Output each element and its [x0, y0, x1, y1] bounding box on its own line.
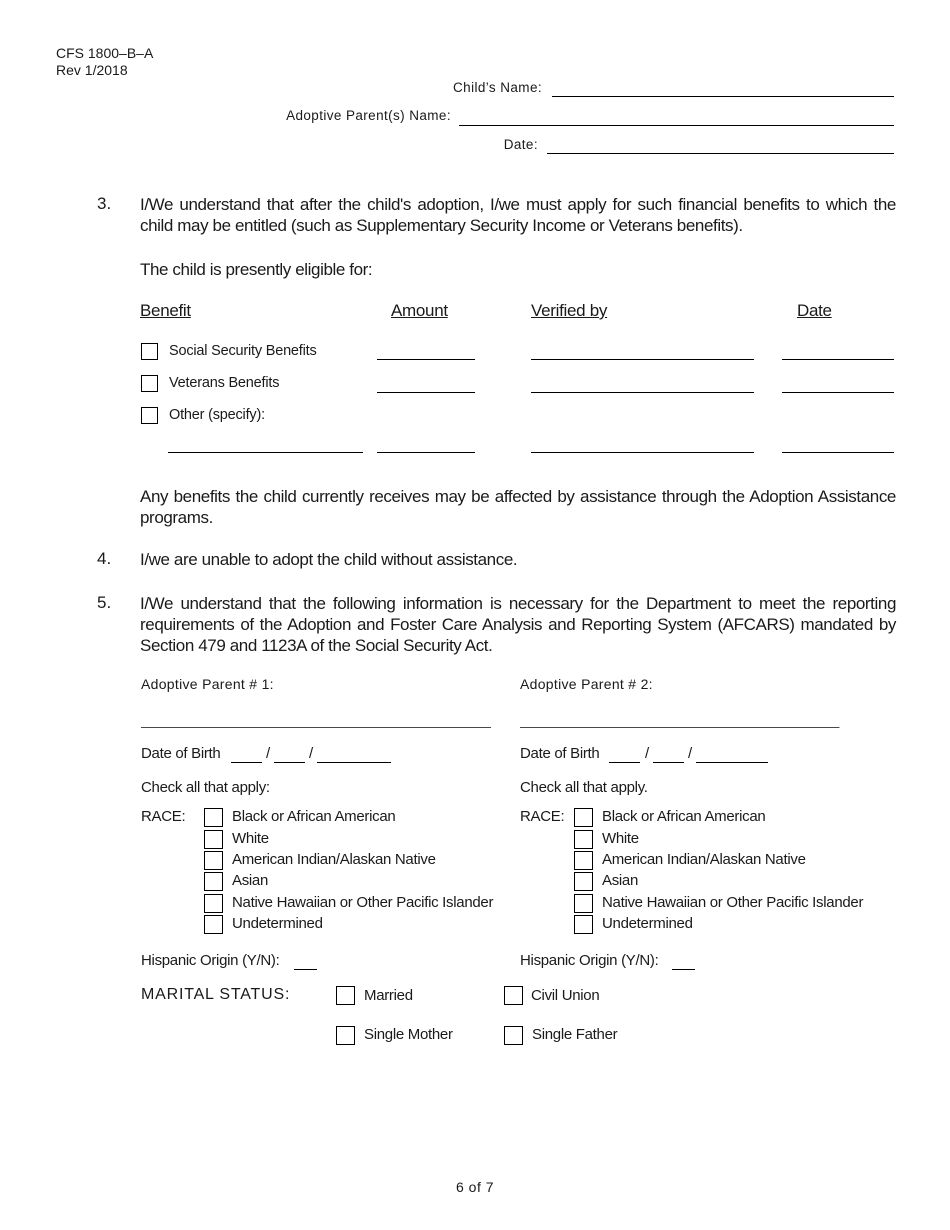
- parent-2-check-label: Check all that apply.: [520, 779, 648, 796]
- column-verified-by: Verified by: [531, 301, 608, 320]
- parent-2-race-asian-checkbox[interactable]: [574, 872, 593, 891]
- parent-1-race-american-indian-checkbox[interactable]: [204, 851, 223, 870]
- other-checkbox[interactable]: [141, 407, 158, 424]
- parent-2-race-black-label: Black or African American: [602, 808, 766, 825]
- form-number: CFS 1800–B–A: [56, 45, 154, 61]
- parent-1-race-undetermined-checkbox[interactable]: [204, 915, 223, 934]
- veterans-date-field[interactable]: [782, 392, 894, 393]
- parent-1-race-black-checkbox[interactable]: [204, 808, 223, 827]
- civil-union-checkbox[interactable]: [504, 986, 523, 1005]
- childs-name-field[interactable]: [552, 96, 894, 97]
- parent-2-race-american-indian-label: American Indian/Alaskan Native: [602, 851, 806, 868]
- eligible-text: The child is presently eligible for:: [140, 260, 373, 279]
- parent-1-race-label: RACE:: [141, 808, 186, 825]
- parent-1-race-undetermined-label: Undetermined: [232, 915, 323, 932]
- veterans-verified-field[interactable]: [531, 392, 754, 393]
- single-father-label: Single Father: [532, 1026, 618, 1043]
- single-mother-checkbox[interactable]: [336, 1026, 355, 1045]
- parent-1-dob-day[interactable]: [274, 762, 305, 763]
- date-field[interactable]: [547, 153, 894, 154]
- veterans-label: Veterans Benefits: [169, 375, 280, 391]
- parent-1-race-black-label: Black or African American: [232, 808, 396, 825]
- parent-2-race-undetermined-label: Undetermined: [602, 915, 693, 932]
- form-revision: Rev 1/2018: [56, 62, 128, 78]
- parent-2-race-american-indian-checkbox[interactable]: [574, 851, 593, 870]
- social-security-label: Social Security Benefits: [169, 343, 317, 359]
- parent-1-dob-sep-2: /: [309, 745, 313, 762]
- social-security-date-field[interactable]: [782, 359, 894, 360]
- parent-2-race-asian-label: Asian: [602, 872, 639, 889]
- parent-1-check-label: Check all that apply:: [141, 779, 270, 796]
- parent-2-race-white-label: White: [602, 830, 639, 847]
- parent-2-dob-label: Date of Birth: [520, 745, 600, 762]
- parent-1-race-hawaiian-checkbox[interactable]: [204, 894, 223, 913]
- married-label: Married: [364, 987, 413, 1004]
- marital-status-label: MARITAL STATUS:: [141, 986, 291, 1003]
- adoptive-parents-name-label: Adoptive Parent(s) Name:: [286, 108, 451, 123]
- date-label: Date:: [503, 137, 538, 152]
- adoptive-parents-name-field[interactable]: [459, 125, 894, 126]
- item-4-text: I/we are unable to adopt the child without assistance.: [140, 550, 518, 569]
- parent-1-race-american-indian-label: American Indian/Alaskan Native: [232, 851, 436, 868]
- parent-1-hispanic-field[interactable]: [294, 969, 317, 970]
- parent-2-race-hawaiian-checkbox[interactable]: [574, 894, 593, 913]
- single-father-checkbox[interactable]: [504, 1026, 523, 1045]
- benefits-note: Any benefits the child currently receives may be affected by assistance through the Adoption Assistance programs.: [140, 487, 896, 527]
- parent-1-race-asian-checkbox[interactable]: [204, 872, 223, 891]
- parent-2-title: Adoptive Parent # 2:: [520, 676, 653, 692]
- parent-2-dob-day[interactable]: [653, 762, 684, 763]
- column-amount: Amount: [391, 301, 448, 320]
- parent-2-race-white-checkbox[interactable]: [574, 830, 593, 849]
- parent-2-dob-sep-1: /: [645, 745, 649, 762]
- page-number: 6 of 7: [455, 1179, 495, 1195]
- parent-1-dob-year[interactable]: [317, 762, 391, 763]
- parent-1-race-white-label: White: [232, 830, 269, 847]
- form-code: [56, 45, 153, 79]
- parent-2-name-field[interactable]: _________________________________________: [520, 712, 840, 728]
- other-specify-field[interactable]: [168, 452, 363, 453]
- other-label: Other (specify):: [169, 407, 265, 423]
- veterans-checkbox[interactable]: [141, 375, 158, 392]
- parent-1-hispanic-label: Hispanic Origin (Y/N):: [141, 952, 280, 969]
- social-security-amount-field[interactable]: [377, 359, 475, 360]
- parent-1-dob-month[interactable]: [231, 762, 262, 763]
- other-amount-field[interactable]: [377, 452, 475, 453]
- social-security-verified-field[interactable]: [531, 359, 754, 360]
- parent-1-title: Adoptive Parent # 1:: [141, 676, 274, 692]
- parent-1-name-field[interactable]: _____________________________________________: [141, 712, 491, 728]
- parent-1-dob-sep-1: /: [266, 745, 270, 762]
- item-4-number: 4.: [97, 549, 112, 568]
- parent-2-dob-year[interactable]: [696, 762, 768, 763]
- single-mother-label: Single Mother: [364, 1026, 453, 1043]
- item-3-number: 3.: [97, 194, 112, 213]
- parent-2-hispanic-field[interactable]: [672, 969, 695, 970]
- parent-2-dob-month[interactable]: [609, 762, 640, 763]
- column-date: Date: [797, 301, 832, 320]
- parent-1-race-hawaiian-label: Native Hawaiian or Other Pacific Islander: [232, 894, 494, 911]
- item-5-number: 5.: [97, 593, 112, 612]
- veterans-amount-field[interactable]: [377, 392, 475, 393]
- item-3-text: I/We understand that after the child's adoption, I/we must apply for such financial benefits to which the child may be entitled (such as Supplementary Security Income or Veterans benefits).: [140, 195, 896, 235]
- parent-1-dob-label: Date of Birth: [141, 745, 221, 762]
- social-security-checkbox[interactable]: [141, 343, 158, 360]
- other-date-field[interactable]: [782, 452, 894, 453]
- item-5-text: I/We understand that the following information is necessary for the Department to meet the reporting requirements of the Adoption and Foster Care Analysis and Reporting System (AFCARS) mandated by Section 479 and 1123A of the Social Security Act.: [140, 594, 896, 655]
- civil-union-label: Civil Union: [531, 987, 600, 1004]
- parent-2-race-undetermined-checkbox[interactable]: [574, 915, 593, 934]
- parent-2-dob-sep-2: /: [688, 745, 692, 762]
- parent-2-race-label: RACE:: [520, 808, 565, 825]
- parent-2-race-black-checkbox[interactable]: [574, 808, 593, 827]
- parent-2-race-hawaiian-label: Native Hawaiian or Other Pacific Islander: [602, 894, 864, 911]
- parent-1-race-white-checkbox[interactable]: [204, 830, 223, 849]
- column-benefit: Benefit: [140, 301, 191, 320]
- married-checkbox[interactable]: [336, 986, 355, 1005]
- parent-2-hispanic-label: Hispanic Origin (Y/N):: [520, 952, 659, 969]
- childs-name-label: Child’s Name:: [453, 80, 542, 95]
- parent-1-race-asian-label: Asian: [232, 872, 269, 889]
- other-verified-field[interactable]: [531, 452, 754, 453]
